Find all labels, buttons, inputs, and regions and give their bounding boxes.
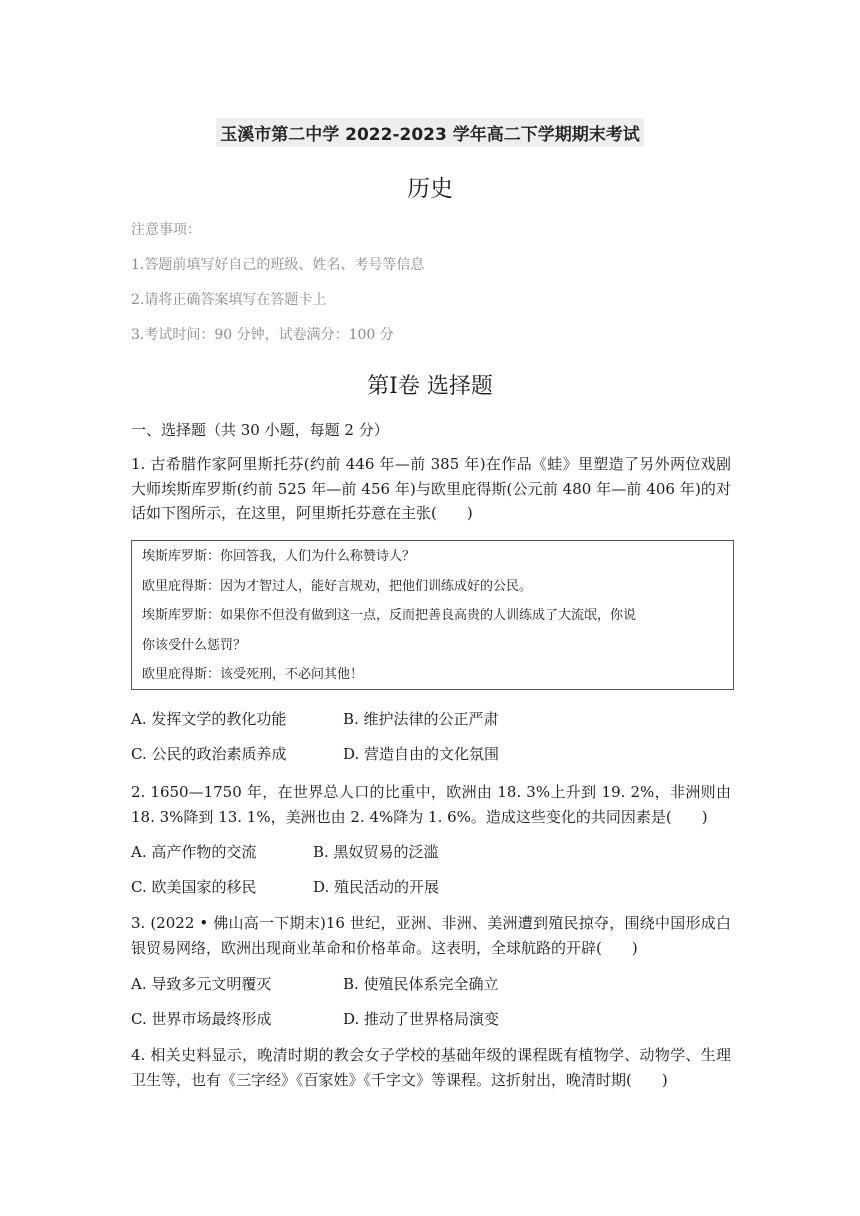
subject-title: 历史 <box>407 176 453 202</box>
notes-item: 2.请将正确答案填写在答题卡上 <box>131 292 327 308</box>
question-1-options <box>131 709 499 779</box>
option-a: A. 导致多元文明覆灭 <box>131 975 272 993</box>
question-4-stem: 4. 相关史料显示，晚清时期的教会女子学校的基础年级的课程既有植物学、动物学、生理卫生等，也有《三字经》《百家姓》《千字文》等课程。这折射出，晚清时期( ) <box>131 1046 731 1089</box>
option-c: C. 欧美国家的移民 <box>131 878 257 896</box>
dialogue-line: 欧里庇得斯：该受死刑，不必问其他！ <box>142 667 364 682</box>
option-a: A. 高产作物的交流 <box>131 843 257 861</box>
dialogue-line: 你该受什么惩罚？ <box>142 637 247 653</box>
option-c: C. 世界市场最终形成 <box>131 1010 272 1028</box>
option-c: C. 公民的政治素质养成 <box>131 745 287 763</box>
part-title: 一、选择题（共 30 小题，每题 2 分） <box>131 421 389 439</box>
dialogue-line: 埃斯库罗斯：你回答我，人们为什么称赞诗人？ <box>142 549 416 564</box>
notes-item: 3.考试时间：90 分钟，试卷满分：100 分 <box>131 327 394 343</box>
option-b: B. 维护法律的公正严肃 <box>343 710 499 728</box>
notes-block <box>131 220 424 360</box>
option-b: B. 黑奴贸易的泛滥 <box>313 843 439 861</box>
exam-title-text: 玉溪市第二中学 2022-2023 学年高二下学期期末考试 <box>216 118 644 147</box>
question-2-stem: 2. 1650—1750 年，在世界总人口的比重中，欧洲由 18. 3%上升到 19. 2%，非洲则由 18. 3%降到 13. 1%，美洲也由 2. 4%降为 1. 6%。造成这些变化的共同因素是( ) <box>131 783 731 826</box>
question-1-stem: 1. 古希腊作家阿里斯托芬(约前 446 年—前 385 年)在作品《蛙》里塑造了另外两位戏剧大师埃斯库罗斯(约前 525 年—前 456 年)与欧里庇得斯(公元前 480 年—前 406 年)的对话如下图所示，在这里，阿里斯托芬意在主张( ) <box>131 455 731 522</box>
dialogue-line: 欧里庇得斯：因为才智过人，能好言规劝，把他们训练成好的公民。 <box>142 578 533 594</box>
notes-heading: 注意事项： <box>131 222 201 238</box>
exam-title <box>0 118 860 147</box>
notes-item: 1.答题前填写好自己的班级、姓名、考号等信息 <box>131 257 425 273</box>
option-a: A. 发挥文学的教化功能 <box>131 710 287 728</box>
section-title: 第Ⅰ卷 选择题 <box>367 374 493 399</box>
option-d: D. 殖民活动的开展 <box>313 878 440 896</box>
option-d: D. 推动了世界格局演变 <box>343 1010 500 1028</box>
question-3-options <box>131 974 499 1044</box>
option-d: D. 营造自由的文化氛围 <box>343 745 500 763</box>
option-b: B. 使殖民体系完全确立 <box>343 975 499 993</box>
question-3-stem: 3. (2022 • 佛山高一下期末)16 世纪，亚洲、非洲、美洲遭到殖民掠夺，围绕中国形成白银贸易网络，欧洲出现商业革命和价格革命。这表明，全球航路的开辟( ) <box>131 914 731 957</box>
dialogue-box <box>131 540 734 690</box>
dialogue-line: 埃斯库罗斯：如果你不但没有做到这一点，反而把善良高贵的人训练成了大流氓，你说 <box>142 608 637 623</box>
question-2-options <box>131 842 439 912</box>
